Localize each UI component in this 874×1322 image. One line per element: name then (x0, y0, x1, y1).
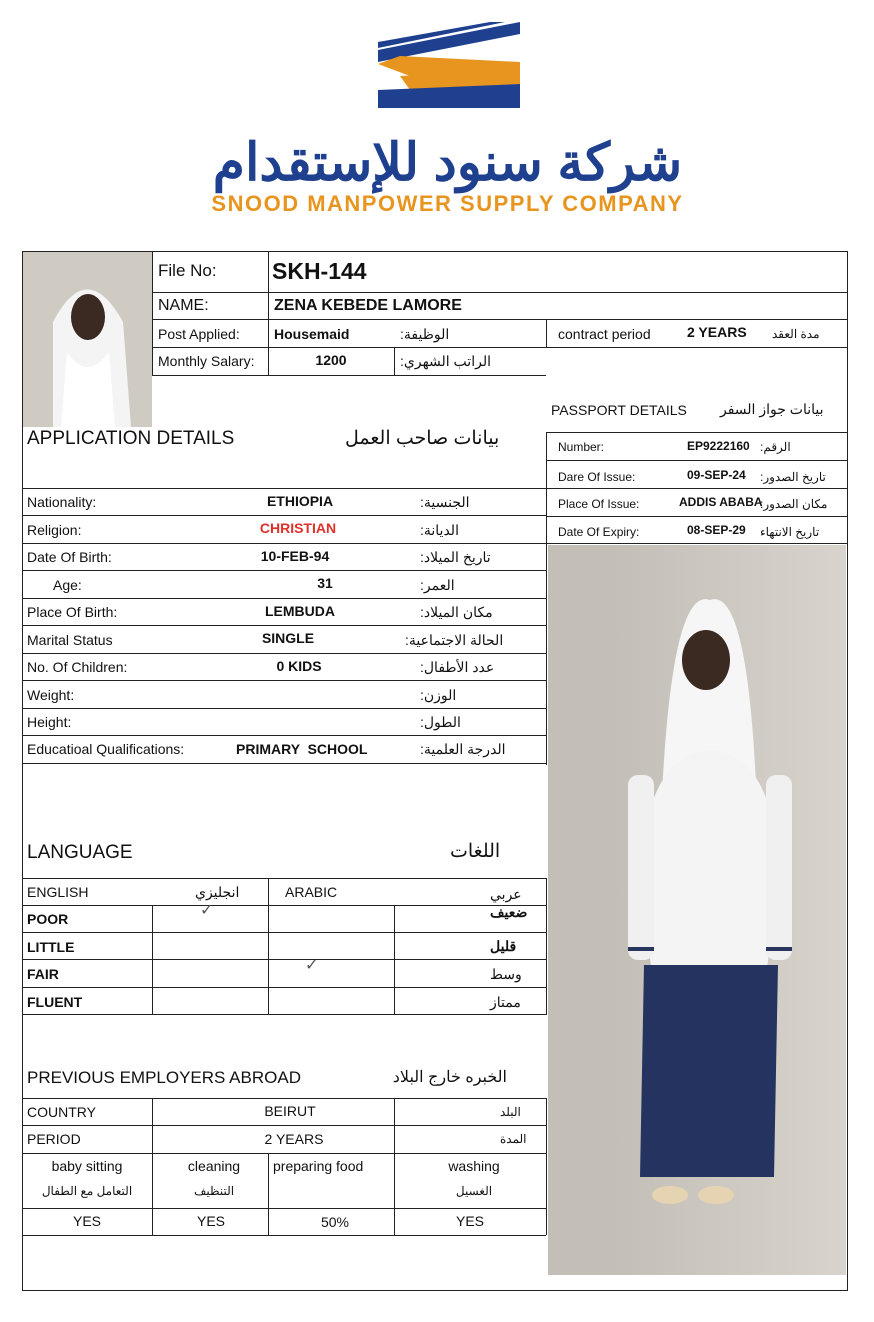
religion-label: Religion: (27, 522, 82, 538)
contract-label-ar: مدة العقد (772, 327, 820, 341)
application-title-ar: بيانات صاحب العمل (345, 428, 500, 449)
lang-english-header-ar: انجليزي (195, 884, 240, 900)
language-title: LANGUAGE (27, 842, 133, 863)
age-label: Age: (53, 577, 82, 593)
logo-emblem-icon (370, 20, 525, 110)
education-value: PRIMARY SCHOOL (236, 741, 368, 757)
children-value: 0 KIDS (276, 658, 322, 674)
skill-label: washing (448, 1158, 500, 1174)
file-no-value: SKH-144 (272, 258, 367, 284)
passport-issue-date-value: 09-SEP-24 (687, 468, 746, 482)
applicant-full-body-photo (548, 545, 846, 1275)
skill-value: YES (196, 1213, 225, 1229)
lang-level-label-ar: قليل (490, 938, 517, 954)
nationality-label: Nationality: (27, 494, 97, 510)
birthplace-label-ar: مكان الميلاد: (420, 604, 493, 620)
post-label-ar: الوظيفة: (400, 326, 450, 342)
applicant-portrait-photo (23, 252, 152, 427)
weight-label: Weight: (27, 687, 75, 703)
birthplace-value: LEMBUDA (265, 603, 335, 619)
lang-level-label-ar: وسط (490, 966, 522, 982)
skill-label: preparing food (273, 1158, 364, 1174)
lang-level-label: FLUENT (27, 994, 83, 1010)
country-label: COUNTRY (27, 1104, 96, 1120)
passport-title-ar: بيانات جواز السفر (720, 401, 824, 417)
passport-issue-place-label: Place Of Issue: (558, 497, 640, 511)
contract-label: contract period (558, 326, 651, 342)
age-label-ar: العمر: (420, 577, 455, 593)
passport-expiry-label-ar: تاريخ الانتهاء (760, 525, 820, 539)
height-label-ar: الطول: (420, 714, 461, 730)
skill-value: YES (455, 1213, 484, 1229)
employers-title: PREVIOUS EMPLOYERS ABROAD (27, 1068, 301, 1087)
nationality-value: ETHIOPIA (266, 493, 334, 509)
lang-level-label: FAIR (27, 966, 59, 982)
language-title-ar: اللغات (450, 841, 501, 862)
country-label-ar: البلد (500, 1105, 521, 1119)
passport-issue-place-value: ADDIS ABABA (679, 495, 763, 509)
religion-label-ar: الديانة: (420, 522, 459, 538)
lang-level-label: LITTLE (27, 939, 75, 955)
company-name-en: SNOOD MANPOWER SUPPLY COMPANY (211, 191, 684, 216)
name-label: NAME: (158, 297, 209, 314)
lang-arabic-header: ARABIC (285, 884, 338, 900)
country-value: BEIRUT (264, 1103, 316, 1119)
marital-label-ar: الحالة الاجتماعية: (405, 632, 504, 648)
skill-label-ar: الغسيل (455, 1184, 493, 1198)
post-value: Housemaid (274, 326, 350, 342)
lang-level-label-ar: ضعيف (490, 904, 528, 920)
company-name-ar: شركة سنود للإستقدام (212, 134, 683, 192)
lang-english-header: ENGLISH (27, 884, 89, 900)
dob-label-ar: تاريخ الميلاد: (420, 549, 491, 565)
salary-label: Monthly Salary: (158, 353, 255, 369)
lang-level-label: POOR (27, 911, 69, 927)
english-check: ✓ (200, 902, 214, 919)
marital-label: Marital Status (27, 632, 113, 648)
period-label: PERIOD (27, 1131, 81, 1147)
company-logo (370, 20, 525, 110)
post-label: Post Applied: (158, 326, 240, 342)
children-label: No. Of Children: (27, 659, 128, 675)
children-label-ar: عدد الأطفال: (420, 659, 495, 675)
nationality-label-ar: الجنسية: (420, 494, 470, 510)
passport-issue-date-label-ar: تاريخ الصدور: (760, 470, 826, 484)
application-title: APPLICATION DETAILS (27, 428, 235, 449)
passport-issue-date-label: Dare Of Issue: (558, 470, 636, 484)
salary-label-ar: الراتب الشهري: (400, 353, 491, 369)
salary-value: 1200 (315, 352, 347, 368)
employers-title-ar: الخبره خارج البلاد (392, 1069, 507, 1086)
skill-value: YES (72, 1213, 101, 1229)
passport-title: PASSPORT DETAILS (551, 402, 687, 418)
education-label-ar: الدرجة العلمية: (420, 741, 506, 757)
dob-label: Date Of Birth: (27, 549, 112, 565)
height-label: Height: (27, 714, 72, 730)
religion-value: CHRISTIAN (259, 520, 337, 536)
lang-level-label-ar: ممتاز (490, 994, 521, 1010)
dob-value: 10-FEB-94 (260, 548, 330, 564)
arabic-check: ✓ (305, 957, 319, 974)
skill-label: cleaning (187, 1158, 241, 1174)
skill-label: baby sitting (51, 1158, 123, 1174)
lang-arabic-header-ar: عربي (490, 886, 522, 902)
passport-number-label: Number: (558, 440, 605, 454)
age-value: 31 (317, 575, 333, 591)
file-no-label: File No: (158, 261, 217, 280)
period-label-ar: المدة (500, 1132, 527, 1146)
contract-value: 2 YEARS (687, 324, 747, 340)
passport-number-label-ar: الرقم: (760, 440, 791, 454)
skill-value: 50% (320, 1214, 350, 1230)
passport-expiry-value: 08-SEP-29 (687, 523, 746, 537)
skill-label-ar: التنظيف (193, 1184, 235, 1198)
passport-number-value: EP9222160 (687, 439, 750, 453)
passport-issue-place-label-ar: مكان الصدور: (760, 497, 828, 511)
skill-label-ar: التعامل مع الطفال (41, 1184, 133, 1198)
education-label: Educatioal Qualifications: (27, 741, 185, 757)
passport-expiry-label: Date Of Expiry: (558, 525, 640, 539)
marital-value: SINGLE (261, 630, 315, 646)
period-value: 2 YEARS (264, 1131, 324, 1147)
birthplace-label: Place Of Birth: (27, 604, 118, 620)
name-value: ZENA KEBEDE LAMORE (274, 297, 462, 314)
weight-label-ar: الوزن: (420, 687, 457, 703)
